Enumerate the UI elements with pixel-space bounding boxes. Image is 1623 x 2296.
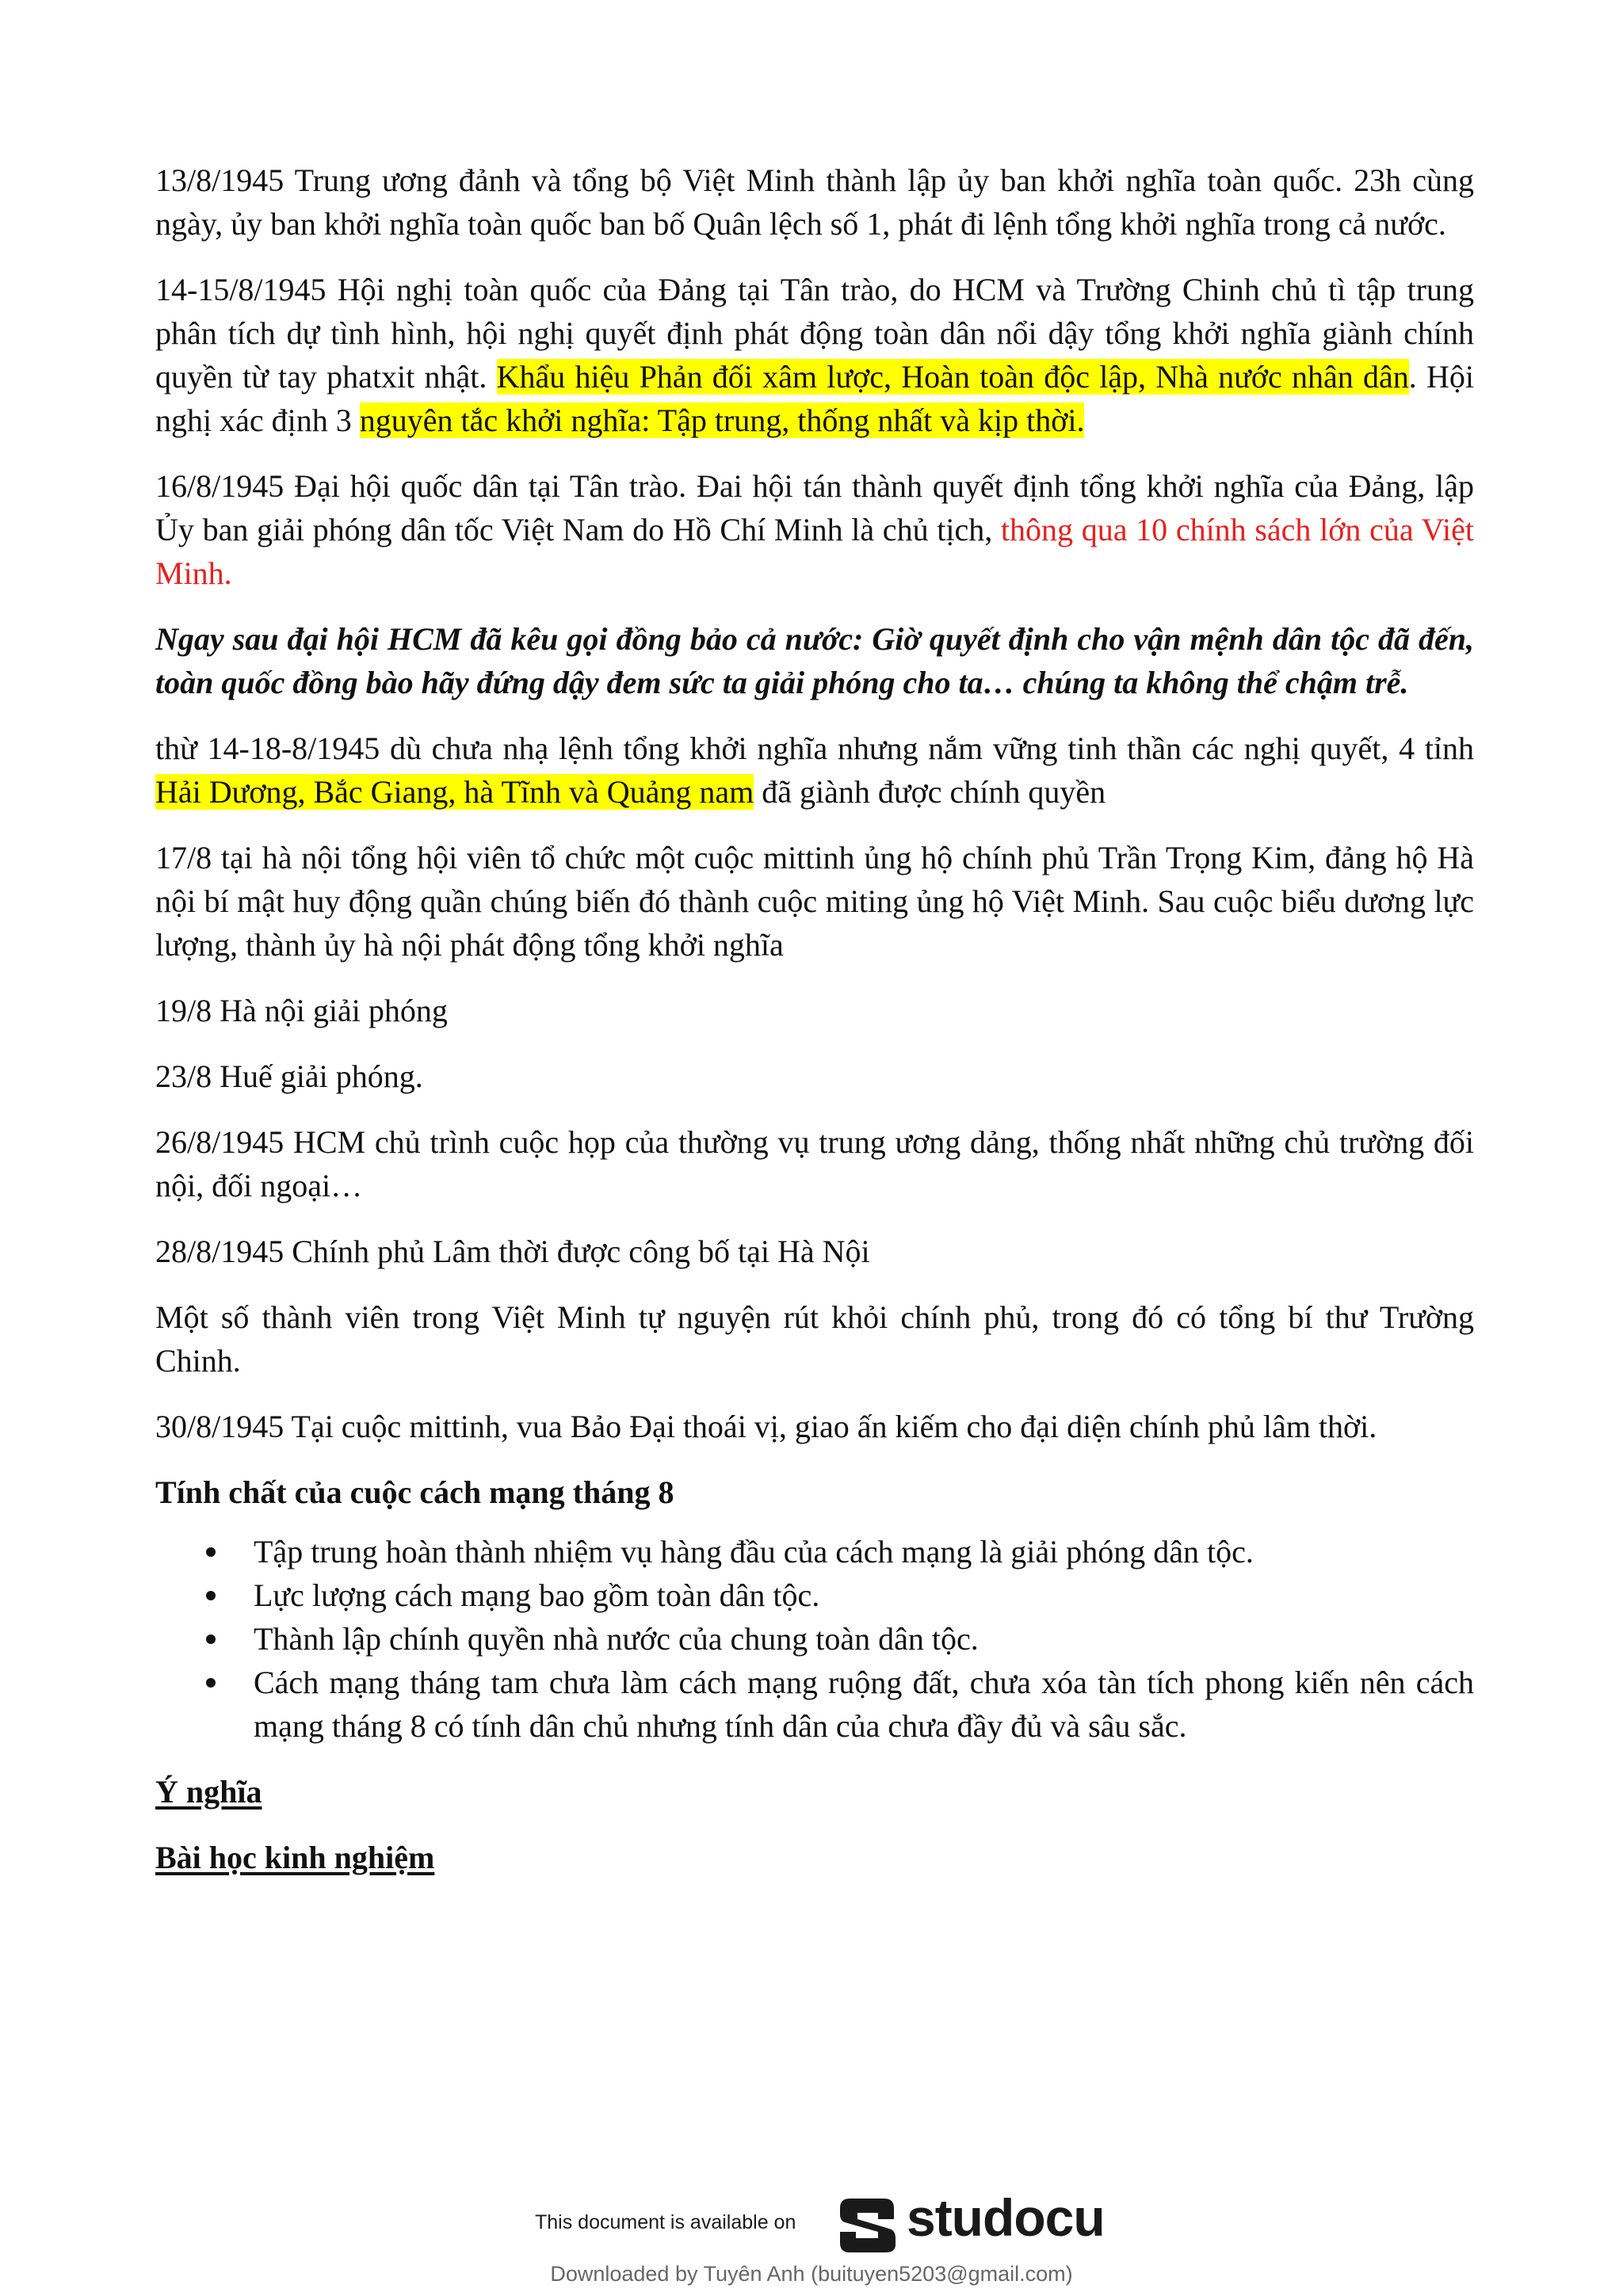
paragraph-13-8 [155,158,1474,246]
highlighted-provinces: Hải Dương, Bắc Giang, hà Tĩnh và Quảng nam [155,774,754,810]
paragraph-17-8 [155,836,1474,967]
studocu-brand[interactable]: studocu [907,2188,1105,2247]
paragraph-text: 28/8/1945 Chính phủ Lâm thời được công bố tại Hà Nội [155,1234,870,1269]
paragraph-text: đã giành được chính quyền [754,774,1106,810]
paragraph-text: Ngay sau đại hội HCM đã kêu gọi đồng bảo cả nước: Giờ quyết định cho vận mệnh dân tộc đã đến, toàn quốc đồng bào hãy đứng dậy đem sức ta giải phóng cho ta… chúng ta không thể chậm trễ. [155,621,1474,700]
paragraph-14-15-8 [155,268,1474,442]
paragraph-viet-minh-members [155,1295,1474,1383]
paragraph-14-18-8 [155,727,1474,814]
paragraph-text: 17/8 tại hà nội tổng hội viên tổ chức một cuộc mittinh ủng hộ chính phủ Trần Trọng Kim, đảng hộ Hà nội bí mật huy động quần chúng biến đó thành cuộc miting ủng hộ Việt Minh. Sau cuộc biểu dương lực lượng, thành ủy hà nội phát động tổng khởi nghĩa [155,840,1474,963]
studocu-logo-icon[interactable] [834,2192,900,2256]
list-item: Thành lập chính quyền nhà nước của chung toàn dân tộc. [155,1617,1474,1661]
paragraph-text: 14-15/8/1945 Hội nghị toàn quốc của Đảng tại Tân trào, do HCM và Trường Chinh chủ tì tập trung phân tích dự tình hình, hội nghị quyết định phát động toàn dân nổi dậy tổng khởi nghĩa giành chính quyền từ tay phatxit nhật. [155,272,1474,395]
paragraph-19-8 [155,989,1474,1032]
footer [0,2183,1623,2286]
bullet-list [155,1530,1474,1748]
heading-bai-hoc: Bài học kinh nghiệm [155,1840,435,1875]
paragraph-text: 23/8 Huế giải phóng. [155,1058,423,1094]
available-text: This document is available on [535,2211,796,2233]
section-heading: Tính chất của cuộc cách mạng tháng 8 [155,1474,674,1510]
paragraph-text: Một số thành viên trong Việt Minh tự nguyện rút khỏi chính phủ, trong đó có tổng bí thư Trường Chinh. [155,1299,1474,1379]
paragraph-hcm-call [155,617,1474,704]
paragraph-text: 16/8/1945 Đại hội quốc dân tại Tân trào. Đai hội tán thành quyết định tổng khởi nghĩa của Đảng, lập Ủy ban giải phóng dân tốc Việt Nam do Hồ Chí Minh là chủ tịch, [155,468,1474,547]
paragraph-text: . Hội nghị xác định 3 [155,359,1475,438]
highlighted-principles: nguyên tắc khởi nghĩa: Tập trung, thống nhất và kịp thời. [359,402,1085,438]
paragraph-23-8 [155,1055,1474,1098]
paragraph-text: 30/8/1945 Tại cuộc mittinh, vua Bảo Đại thoái vị, giao ấn kiếm cho đại diện chính phủ lâm thời. [155,1409,1377,1444]
paragraph-26-8 [155,1120,1474,1207]
paragraph-text: thừ 14-18-8/1945 dù chưa nhạ lệnh tổng khởi nghĩa nhưng nắm vững tinh thần các nghị quyết, 4 tỉnh [155,730,1474,766]
paragraph-text: 13/8/1945 Trung ương đảnh và tổng bộ Việt Minh thành lập ủy ban khởi nghĩa toàn quốc. 23h cùng ngày, ủy ban khởi nghĩa toàn quốc ban bố Quân lệch số 1, phát đi lệnh tổng khởi nghĩa trong cả nước. [155,162,1474,242]
heading-y-nghia: Ý nghĩa [155,1774,262,1810]
paragraph-16-8 [155,464,1474,595]
list-item: Lực lượng cách mạng bao gồm toàn dân tộc. [155,1573,1474,1617]
red-text: thông qua 10 chính sách lớn của Việt Minh. [155,512,1474,591]
list-item: Tập trung hoàn thành nhiệm vụ hàng đầu của cách mạng là giải phóng dân tộc. [155,1530,1474,1573]
paragraph-text: 26/8/1945 HCM chủ trình cuộc họp của thường vụ trung ương dảng, thống nhất những chủ trường đối nội, đối ngoại… [155,1124,1474,1203]
list-item: Cách mạng tháng tam chưa làm cách mạng ruộng đất, chưa xóa tàn tích phong kiến nên cách mạng tháng 8 có tính dân chủ nhưng tính dân của chưa đầy đủ và sâu sắc. [155,1661,1474,1748]
highlighted-slogan: Khẩu hiệu Phản đối xâm lược, Hoàn toàn độc lập, Nhà nước nhân dân [496,359,1409,395]
paragraph-28-8 [155,1230,1474,1273]
downloaded-by-text: Downloaded by Tuyên Anh (buituyen5203@gmail.com) [550,2262,1073,2286]
paragraph-text: 19/8 Hà nội giải phóng [155,993,448,1028]
document-body [155,158,1474,1901]
paragraph-30-8 [155,1405,1474,1448]
